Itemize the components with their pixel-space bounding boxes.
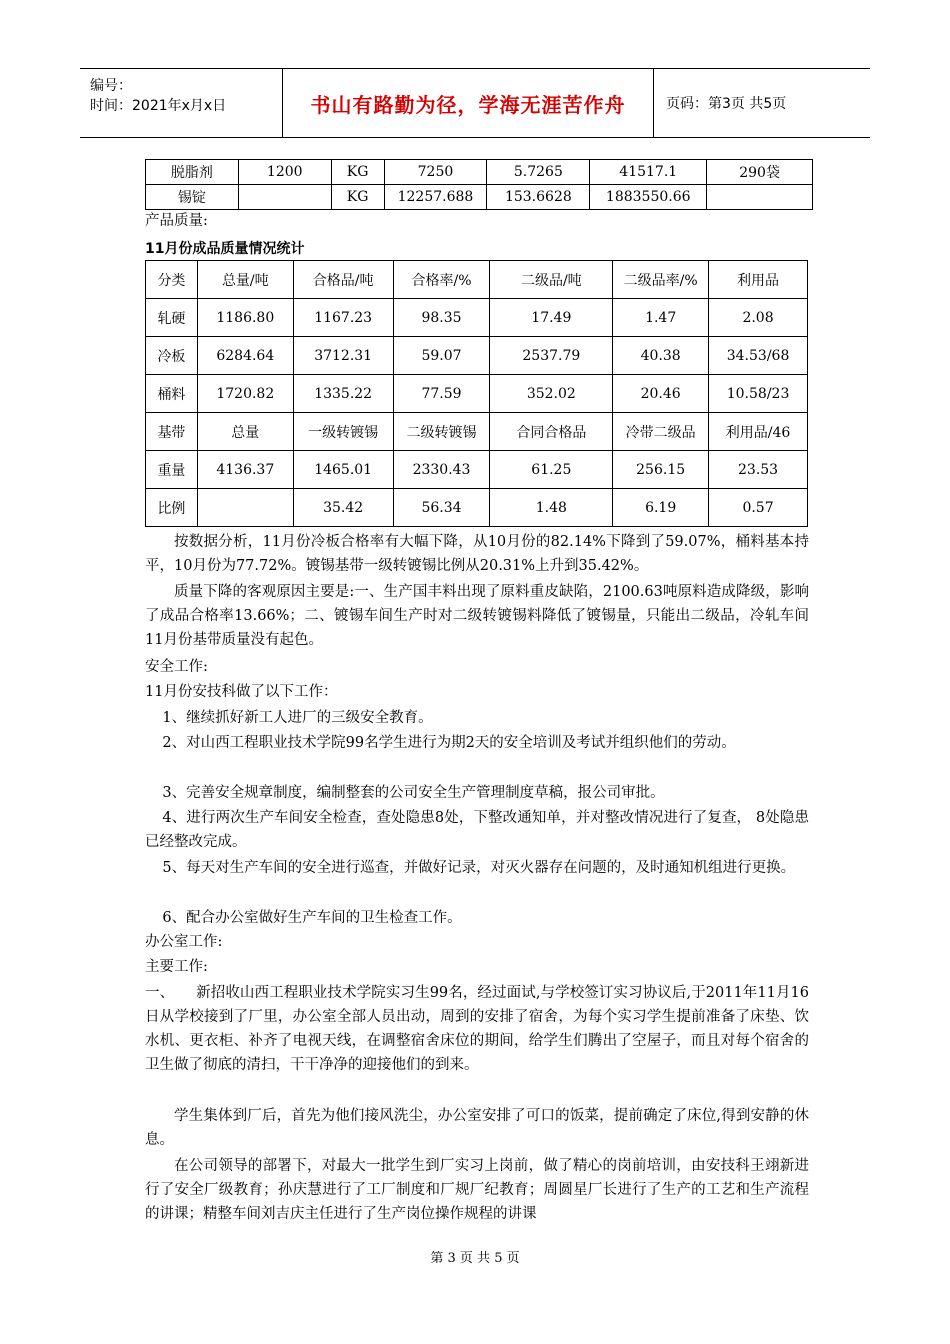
table-cell: 桶料 (146, 375, 198, 413)
table-cell: 2330.43 (393, 451, 490, 489)
office-paragraph-1: 一、 新招收山西工程职业技术学院实习生99名，经过面试,与学校签订实习协议后,于2011年11月16日从学校接到了厂里，办公室全部人员出动，周到的安排了宿舍，为每个实习学生提前准备了床垫、饮水机、更衣柜、补齐了电视天线，在调整宿舍床位的期间，给学生们腾出了空屋子，而且对每个宿舍的卫生做了彻底的清扫，干干净净的迎接他们的到来。 (145, 985, 809, 1073)
table-header-cell: 利用品 (709, 261, 808, 299)
office-paragraph-2: 学生集体到厂后，首先为他们接风洗尘，办公室安排了可口的饭菜，提前确定了床位,得到安静的休息。 (145, 1108, 809, 1148)
table-cell: 4136.37 (197, 451, 293, 489)
materials-table (145, 159, 813, 210)
table-cell: KG (331, 160, 384, 185)
table-cell: 5.7265 (487, 160, 590, 185)
table-cell: 1465.01 (293, 451, 393, 489)
table-cell: 1883550.66 (590, 185, 707, 210)
table-row (146, 185, 813, 210)
table-cell: 1720.82 (197, 375, 293, 413)
table-cell: KG (331, 185, 384, 210)
header-motto: 书山有路勤为径，学海无涯苦作舟 (283, 69, 654, 137)
table-cell: 153.6628 (487, 185, 590, 210)
table-cell: 41517.1 (590, 160, 707, 185)
table-row (146, 451, 808, 489)
table-cell: 1186.80 (197, 299, 293, 337)
table-cell: 2.08 (709, 299, 808, 337)
table-cell: 冷板 (146, 337, 198, 375)
table-row (146, 299, 808, 337)
table-row (146, 160, 813, 185)
table-cell: 6.19 (613, 489, 709, 527)
page-header (80, 68, 870, 138)
safety-item: 5、每天对生产车间的安全进行巡查，并做好记录，对灭火器存在问题的，及时通知机组进行更换。 (162, 860, 796, 876)
table-cell: 10.58/23 (709, 375, 808, 413)
table-cell: 20.46 (613, 375, 709, 413)
table-cell (238, 185, 331, 210)
office-paragraph-3: 在公司领导的部署下，对最大一批学生到厂实习上岗前，做了精心的岗前培训，由安技科王翊新进行了安全厂级教育；孙庆慧进行了工厂制度和厂规厂纪教育；周圆星厂长进行了生产的工艺和生产流程的讲课；精整车间刘吉庆主任进行了生产岗位操作规程的讲课 (145, 1158, 809, 1222)
safety-item: 6、配合办公室做好生产车间的卫生检查工作。 (162, 910, 462, 926)
table-cell (707, 185, 813, 210)
quality-heading: 11月份成品质量情况统计 (145, 241, 305, 257)
table-row (146, 337, 808, 375)
table-cell: 1167.23 (293, 299, 393, 337)
table-header-cell: 总量/吨 (197, 261, 293, 299)
table-cell: 290袋 (707, 160, 813, 185)
page-footer: 第 3 页 共 5 页 (430, 1251, 520, 1266)
table-cell: 比例 (146, 489, 198, 527)
date-label: 时间：2021年x月x日 (90, 98, 227, 114)
table-cell: 1.48 (490, 489, 613, 527)
table-cell: 脱脂剂 (146, 160, 239, 185)
table-cell: 总量 (197, 413, 293, 451)
table-cell: 34.53/68 (709, 337, 808, 375)
table-header-cell: 二级品/吨 (490, 261, 613, 299)
table-cell: 重量 (146, 451, 198, 489)
table-cell (197, 489, 293, 527)
table-cell: 77.59 (393, 375, 490, 413)
table-header-cell: 合格品/吨 (293, 261, 393, 299)
table-cell: 合同合格品 (490, 413, 613, 451)
table-cell: 56.34 (393, 489, 490, 527)
table-cell: 1335.22 (293, 375, 393, 413)
table-header-cell: 二级品率/% (613, 261, 709, 299)
safety-item: 1、继续抓好新工人进厂的三级安全教育。 (162, 710, 433, 726)
table-cell: 一级转镀锡 (293, 413, 393, 451)
table-cell: 冷带二级品 (613, 413, 709, 451)
safety-title: 安全工作: (145, 659, 208, 675)
code-label: 编号： (90, 78, 132, 94)
table-cell: 40.38 (613, 337, 709, 375)
table-cell: 3712.31 (293, 337, 393, 375)
quality-table (145, 260, 808, 527)
table-cell: 6284.64 (197, 337, 293, 375)
table-header-row (146, 261, 808, 299)
table-header-cell: 合格率/% (393, 261, 490, 299)
table-row (146, 375, 808, 413)
table-cell: 利用品/46 (709, 413, 808, 451)
table-cell: 59.07 (393, 337, 490, 375)
header-page-number: 页码：第3页 共5页 (666, 96, 787, 112)
table-cell: 0.57 (709, 489, 808, 527)
table-cell: 轧硬 (146, 299, 198, 337)
table-row (146, 413, 808, 451)
table-cell: 1200 (238, 160, 331, 185)
quality-label: 产品质量: (145, 213, 208, 229)
table-cell: 锡锭 (146, 185, 239, 210)
table-cell: 35.42 (293, 489, 393, 527)
safety-item: 4、进行两次生产车间安全检查，查处隐患8处，下整改通知单，并对整改情况进行了复查， 8处隐患已经整改完成。 (145, 810, 809, 850)
office-title: 办公室工作: (145, 934, 223, 950)
table-cell: 二级转镀锡 (393, 413, 490, 451)
table-cell: 352.02 (490, 375, 613, 413)
analysis-paragraph-1: 按数据分析，11月份冷板合格率有大幅下降，从10月份的82.14%下降到了59.07%，桶料基本持平，10月份为77.72%。镀锡基带一级转镀锡比例从20.31%上升到35.42%。 (145, 534, 809, 574)
table-cell: 12257.688 (384, 185, 487, 210)
table-cell: 17.49 (490, 299, 613, 337)
table-cell: 2537.79 (490, 337, 613, 375)
safety-intro: 11月份安技科做了以下工作： (145, 684, 338, 700)
office-main-label: 主要工作: (145, 959, 208, 975)
safety-item: 3、完善安全规章制度，编制整套的公司安全生产管理制度草稿，报公司审批。 (162, 785, 665, 801)
table-cell: 98.35 (393, 299, 490, 337)
analysis-paragraph-2: 质量下降的客观原因主要是:一、生产国丰料出现了原料重皮缺陷，2100.63吨原料造成降级，影响了成品合格率13.66%；二、镀锡车间生产时对二级转镀锡料降低了镀锡量，只能出二级品，冷轧车间11月份基带质量没有起色。 (145, 584, 809, 648)
table-cell: 基带 (146, 413, 198, 451)
table-cell: 61.25 (490, 451, 613, 489)
table-cell: 7250 (384, 160, 487, 185)
table-header-cell: 分类 (146, 261, 198, 299)
safety-item: 2、对山西工程职业技术学院99名学生进行为期2天的安全培训及考试并组织他们的劳动。 (162, 735, 736, 751)
table-cell: 256.15 (613, 451, 709, 489)
table-row (146, 489, 808, 527)
table-cell: 1.47 (613, 299, 709, 337)
header-meta (80, 69, 283, 137)
table-cell: 23.53 (709, 451, 808, 489)
